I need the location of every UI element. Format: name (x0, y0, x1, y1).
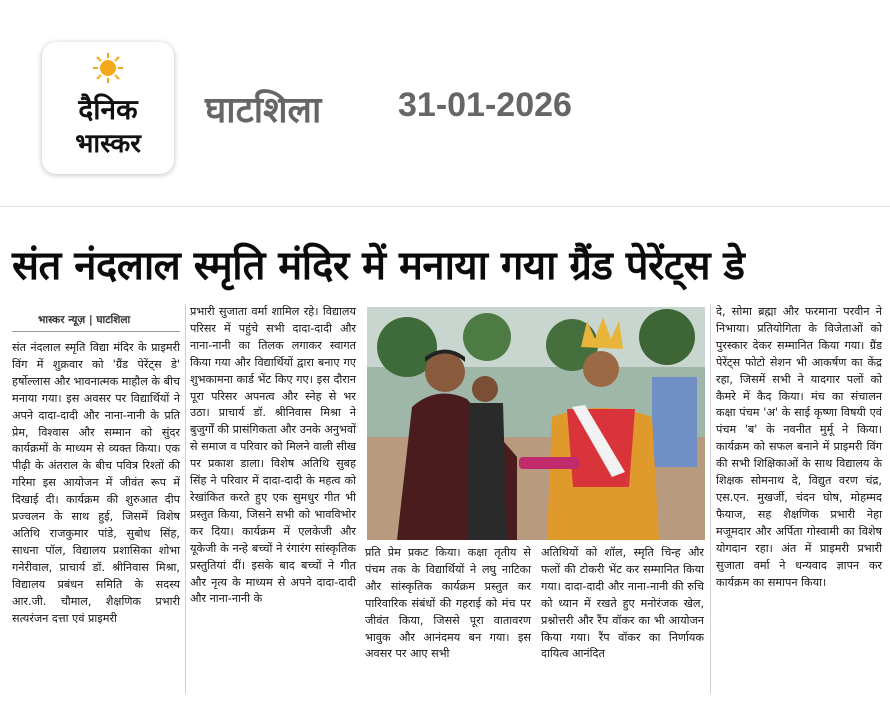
paper-edge (0, 206, 890, 207)
column-divider (185, 304, 186, 694)
sun-icon (92, 52, 124, 84)
edition-date: 31-01-2026 (398, 86, 572, 124)
edition-city: घाटशिला (205, 90, 322, 131)
byline-rule (12, 331, 180, 332)
article-column-4: अतिथियों को शॉल, स्मृति चिन्ह और फलों की टोकरी भेंट कर सम्मानित किया गया। दादा-दादी और नाना-नानी की रुचि को ध्यान में रखते हुए मनोरंजक खेल, प्रश्नोत्तरी और रैंप वॉकर का भी आयोजन किया गया। रैंप वॉकर का निर्णायक दायित्व आनंदित (541, 546, 704, 661)
article-column-3: प्रति प्रेम प्रकट किया। कक्षा तृतीय से पंचम तक के विद्यार्थियों ने लघु नाटिका और सांस्कृतिक कार्यक्रम प्रस्तुत कर पारिवारिक संबंधों की गहराई को मंच पर जीवंत किया, जिससे पूरा वातावरण भावुक और आनंदमय बन गया। इस अवसर पर आए सभी (365, 546, 531, 661)
logo-text-line1: दैनिक (78, 93, 138, 126)
article-column-2: प्रभारी सुजाता वर्मा शामिल रहे। विद्यालय परिसर में पहुंचे सभी दादा-दादी और नाना-नानी का तिलक लगाकर स्वागत किया गया और विद्यार्थियों द्वारा बनाए गए शुभकामना कार्ड भेंट किए गए। इस दौरान पूरा परिसर अपनत्व और स्नेह से भर उठा। प्राचार्य डॉ. श्रीनिवास मिश्रा ने बुजुर्गों की प्रासंगिकता और उनके अनुभवों से समाज व परिवार को मिलने वाली सीख पर प्रकाश डाला। विशेष अतिथि सुबह सिंह ने परिवार में दादा-दादी के महत्व को रेखांकित करते हुए एक सुमधुर गीत भी प्रस्तुत किया, जिसने सभी को भावविभोर कर दिया। कार्यक्रम में एलकेजी और यूकेजी के नन्हे बच्चों ने रंगारंग सांस्कृतिक प्रस्तुतियां दीं। इसके बाद बच्चों ने गीत और नृत्य के माध्यम से अपने दादा-दादी और नाना-नानी के (190, 305, 356, 606)
article-column-5: दे, सोमा ब्रह्मा और फरमाना परवीन ने निभाया। प्रतियोगिता के विजेताओं को पुरस्कार देकर सम्मानित किया गया। ग्रैंड पेरेंट्स फोटो सेशन भी आकर्षण का केंद्र रहा, जिसमें सभी ने यादगार पलों को कैमरे में कैद किया। मंच का संचालन कक्षा पंचम 'अ' के साई कृष्णा विषयी एवं पंचम 'ब' के नवनीत मुर्मू ने किया। कार्यक्रम को सफल बनाने में प्राइमरी विंग की सभी शिक्षिकाओं के साथ विद्यालय के शिक्षक सोमनाथ दे, विद्युत वरण चंद्र, एस.एन. मुखर्जी, चंदन घोष, मोहम्मद फैयाज, सह शैक्षणिक प्रभारी नेहा मजूमदार और अर्पिता गोस्वामी का विशेष योगदान रहा। अंत में प्राइमरी प्रभारी सुजाता वर्मा ने धन्यवाद ज्ञापन कर कार्यक्रम का समापन किया। (716, 305, 882, 589)
dainik-bhaskar-logo (42, 42, 174, 174)
article-byline: भास्कर न्यूज़ | घाटशिला (38, 314, 131, 326)
article-column-1: संत नंदलाल स्मृति विद्या मंदिर के प्राइमरी विंग में शुक्रवार को 'ग्रैंड पेरेंट्स डे' हर्षोल्लास और भावनात्मक माहौल के बीच मनाया गया। इस अवसर पर विद्यार्थियों ने अपने दादा-दादी और नाना-नानी के प्रति प्रेम, विश्वास और सम्मान को सुंदर कार्यक्रमों के माध्यम से व्यक्त किया। एक पीढ़ी के अंतराल के बीच पवित्र रिश्तों की गरिमा इस आयोजन में जीवंत रूप में दिखाई दी। कार्यक्रम की शुरुआत दीप प्रज्वलन के साथ हुई, जिसमें विशेष अतिथि राजकुमार पांडे, सुबोध सिंह, साधना पॉल, विद्यालय प्रशासिका शोभा गनेरीवाल, प्राचार्य डॉ. श्रीनिवास मिश्रा, विद्यालय प्रबंधन समिति के सदस्य आर.जी. चौमाल, शैक्षणिक प्रभारी सत्यरंजन दत्ता एवं प्राइमरी (12, 341, 180, 625)
column-divider (710, 304, 711, 694)
logo-text-line2: भास्कर (75, 129, 141, 159)
article-photo (367, 307, 705, 540)
article-headline: संत नंदलाल स्मृति मंदिर में मनाया गया ग्रैंड पेरेंट्स डे (12, 242, 745, 289)
